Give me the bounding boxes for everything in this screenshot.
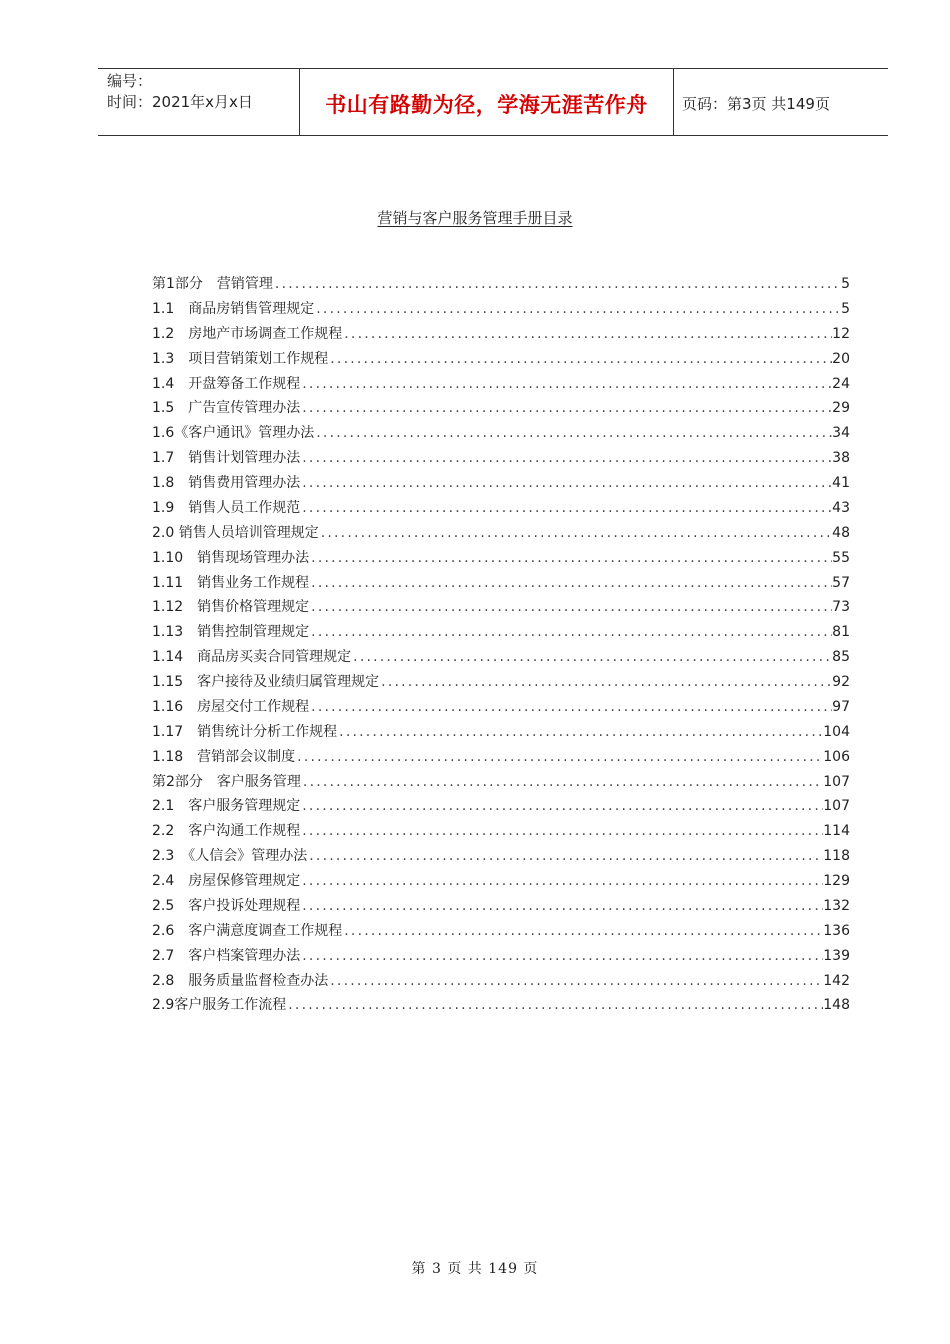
toc-entry-label: 1.13 销售控制管理规定 bbox=[152, 624, 310, 641]
toc-dot-leader bbox=[300, 873, 823, 889]
toc-entry-label: 1.14 商品房买卖合同管理规定 bbox=[152, 649, 352, 666]
toc-entry-page: 20 bbox=[832, 350, 850, 367]
toc-dot-leader bbox=[309, 624, 832, 640]
toc-dot-leader bbox=[300, 376, 832, 392]
toc-entry-label: 2.5 客户投诉处理规程 bbox=[152, 897, 301, 914]
toc-entry[interactable] bbox=[152, 895, 850, 920]
toc-entry-label: 1.11 销售业务工作规程 bbox=[152, 574, 310, 591]
toc-entry-label: 1.12 销售价格管理规定 bbox=[152, 599, 310, 616]
toc-entry-page: 81 bbox=[832, 624, 850, 641]
toc-entry-page: 104 bbox=[823, 723, 850, 740]
toc-dot-leader bbox=[307, 848, 823, 864]
toc-entry-label: 2.4 房屋保修管理规定 bbox=[152, 873, 301, 889]
toc-entry-label: 第1部分 营销管理 bbox=[152, 276, 273, 292]
toc-dot-leader bbox=[300, 798, 823, 814]
toc-entry[interactable] bbox=[152, 845, 850, 870]
toc-entry[interactable] bbox=[152, 994, 850, 1019]
toc-dot-leader bbox=[379, 674, 832, 690]
toc-entry-label: 1.8 销售费用管理办法 bbox=[152, 475, 301, 491]
toc-entry-label: 1.7 销售计划管理办法 bbox=[152, 450, 301, 467]
toc-dot-leader bbox=[300, 898, 823, 914]
toc-entry-page: 114 bbox=[823, 823, 850, 840]
toc-entry-page: 97 bbox=[832, 698, 850, 715]
toc-dot-leader bbox=[295, 749, 823, 765]
toc-entry-page: 85 bbox=[832, 649, 850, 666]
toc-entry[interactable] bbox=[152, 323, 850, 348]
toc-entry-page: 92 bbox=[832, 674, 850, 690]
toc-entry-label: 2.1 客户服务管理规定 bbox=[152, 798, 301, 815]
header-slogan-cell bbox=[300, 69, 674, 135]
toc-entry-page: 29 bbox=[832, 400, 850, 417]
toc-dot-leader bbox=[328, 351, 832, 367]
toc-entry-label: 2.2 客户沟通工作规程 bbox=[152, 823, 301, 840]
toc-dot-leader bbox=[309, 599, 832, 615]
toc-dot-leader bbox=[314, 425, 832, 441]
toc-entry-label: 1.2 房地产市场调查工作规程 bbox=[152, 325, 343, 342]
toc-entry[interactable] bbox=[152, 870, 850, 895]
toc-entry[interactable] bbox=[152, 472, 850, 497]
document-code-label: 编号： bbox=[107, 72, 153, 90]
toc-entry-label: 第2部分 客户服务管理 bbox=[152, 773, 301, 790]
toc-entry[interactable] bbox=[152, 820, 850, 845]
toc-entry[interactable] bbox=[152, 397, 850, 422]
toc-entry[interactable] bbox=[152, 497, 850, 522]
toc-dot-leader bbox=[300, 823, 823, 839]
toc-entry-label: 2.7 客户档案管理办法 bbox=[152, 947, 301, 964]
toc-entry-page: 57 bbox=[832, 574, 850, 591]
toc-entry-label: 1.17 销售统计分析工作规程 bbox=[152, 723, 338, 740]
toc-title: 营销与客户服务管理手册目录 bbox=[377, 209, 573, 227]
toc-entry-label: 1.6《客户通讯》管理办法 bbox=[152, 425, 315, 442]
toc-entry-label: 1.4 开盘筹备工作规程 bbox=[152, 375, 301, 392]
toc-entry[interactable] bbox=[152, 970, 850, 995]
toc-entry[interactable] bbox=[152, 447, 850, 472]
toc-entry-page: 34 bbox=[832, 425, 850, 442]
toc-entry[interactable] bbox=[152, 273, 850, 298]
toc-entry-label: 1.1 商品房销售管理规定 bbox=[152, 300, 315, 317]
toc-dot-leader bbox=[286, 997, 823, 1013]
header-page-info: 页码：第3页 共149页 bbox=[682, 95, 830, 113]
toc-entry-page: 142 bbox=[823, 972, 850, 989]
toc-entry-page: 24 bbox=[832, 375, 850, 392]
toc-entry[interactable] bbox=[152, 596, 850, 621]
toc-entry-page: 38 bbox=[832, 450, 850, 467]
toc-dot-leader bbox=[273, 276, 841, 292]
toc-entry-page: 48 bbox=[832, 524, 850, 541]
toc-entry-page: 43 bbox=[832, 499, 850, 516]
toc-entry-page: 107 bbox=[823, 798, 850, 815]
toc-dot-leader bbox=[342, 326, 832, 342]
toc-entry-label: 1.16 房屋交付工作规程 bbox=[152, 698, 310, 715]
toc-entry-page: 129 bbox=[823, 873, 850, 889]
toc-entry-page: 106 bbox=[823, 748, 850, 765]
toc-dot-leader bbox=[309, 550, 832, 566]
toc-entry-label: 2.9客户服务工作流程 bbox=[152, 997, 287, 1014]
toc-entry-label: 2.8 服务质量监督检查办法 bbox=[152, 972, 329, 989]
toc-entry-page: 5 bbox=[841, 276, 850, 292]
toc-entry[interactable] bbox=[152, 746, 850, 771]
toc-entry[interactable] bbox=[152, 696, 850, 721]
header-slogan: 书山有路勤为径，学海无涯苦作舟 bbox=[325, 93, 648, 117]
toc-entry-label: 1.3 项目营销策划工作规程 bbox=[152, 350, 329, 367]
toc-dot-leader bbox=[309, 699, 832, 715]
toc-entry[interactable] bbox=[152, 795, 850, 820]
toc-entry-page: 132 bbox=[823, 897, 850, 914]
toc-entry-page: 41 bbox=[832, 475, 850, 491]
document-time-label: 时间：2021年x月x日 bbox=[107, 93, 253, 111]
toc-dot-leader bbox=[300, 475, 832, 491]
toc-dot-leader bbox=[300, 400, 832, 416]
toc-dot-leader bbox=[337, 724, 823, 740]
toc-entry-page: 55 bbox=[832, 549, 850, 566]
toc-dot-leader bbox=[301, 774, 823, 790]
toc-entry[interactable] bbox=[152, 547, 850, 572]
toc-dot-leader bbox=[351, 649, 832, 665]
toc-entry[interactable] bbox=[152, 771, 850, 796]
page-footer: 第 3 页 共 149 页 bbox=[411, 1261, 539, 1277]
toc-entry[interactable] bbox=[152, 646, 850, 671]
toc-entry[interactable] bbox=[152, 373, 850, 398]
toc-entry-label: 1.10 销售现场管理办法 bbox=[152, 549, 310, 566]
toc-entry-label: 1.18 营销部会议制度 bbox=[152, 748, 296, 765]
toc-entry[interactable] bbox=[152, 621, 850, 646]
toc-dot-leader bbox=[309, 575, 832, 591]
toc-entry[interactable] bbox=[152, 348, 850, 373]
toc-entry[interactable] bbox=[152, 572, 850, 597]
toc-entry[interactable] bbox=[152, 522, 850, 547]
toc-entry-page: 12 bbox=[832, 325, 850, 342]
toc-dot-leader bbox=[328, 973, 823, 989]
toc-entry-label: 1.9 销售人员工作规范 bbox=[152, 499, 301, 516]
toc-entry-page: 139 bbox=[823, 947, 850, 964]
toc-dot-leader bbox=[300, 500, 832, 516]
toc-entry-page: 148 bbox=[823, 997, 850, 1014]
toc-dot-leader bbox=[300, 450, 832, 466]
toc-entry[interactable] bbox=[152, 721, 850, 746]
toc-entry-page: 118 bbox=[823, 848, 850, 865]
toc-entry[interactable] bbox=[152, 920, 850, 945]
page-header bbox=[98, 68, 888, 136]
toc-entry[interactable] bbox=[152, 298, 850, 323]
toc-entry-label: 2.6 客户满意度调查工作规程 bbox=[152, 922, 343, 939]
toc-entry-page: 73 bbox=[832, 599, 850, 616]
toc-entry-label: 2.0 销售人员培训管理规定 bbox=[152, 524, 319, 541]
toc-entry-page: 107 bbox=[823, 773, 850, 790]
toc-entry-label: 1.5 广告宣传管理办法 bbox=[152, 400, 301, 417]
toc-entry-label: 2.3 《人信会》管理办法 bbox=[152, 848, 308, 865]
toc-entry-label: 1.15 客户接待及业绩归属管理规定 bbox=[152, 674, 380, 690]
toc-entry-page: 5 bbox=[841, 300, 850, 317]
header-meta bbox=[98, 69, 300, 135]
toc-dot-leader bbox=[300, 948, 823, 964]
toc-entry[interactable] bbox=[152, 945, 850, 970]
table-of-contents bbox=[152, 273, 850, 1019]
toc-entry[interactable] bbox=[152, 422, 850, 447]
toc-entry-page: 136 bbox=[823, 922, 850, 939]
toc-dot-leader bbox=[314, 301, 841, 317]
toc-dot-leader bbox=[342, 923, 823, 939]
toc-dot-leader bbox=[319, 525, 832, 541]
toc-entry[interactable] bbox=[152, 671, 850, 696]
